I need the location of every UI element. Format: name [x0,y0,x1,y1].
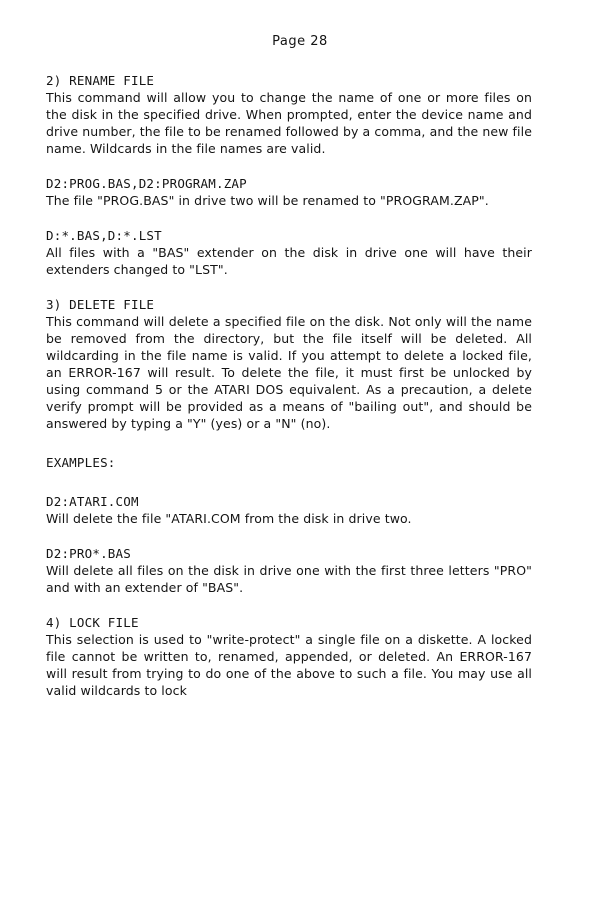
delete-example-1-description: Will delete the file "ATARI.COM from the disk in drive two. [46,511,412,526]
rename-example-1-code: D2:PROG.BAS,D2:PROGRAM.ZAP [46,176,247,191]
delete-example-2-code: D2:PRO*.BAS [46,546,131,561]
delete-example-2-description: Will delete all files on the disk in drive one with the first three letters "PRO" and with an extender of "BAS". [46,563,532,595]
page-number: Page 28 [272,34,328,49]
lock-file-heading: 4) LOCK FILE [46,615,139,630]
lock-file-section [46,614,532,699]
delete-file-section [46,296,532,596]
page-content [46,72,532,699]
rename-file-heading: 2) RENAME FILE [46,73,155,88]
delete-file-description: This command will delete a specified file on the disk. Not only will the name be removed from the directory, but the file itself will be deleted. All wildcarding in the file name is valid. If you attempt to delete a locked file, an ERROR-167 will result. To delete the file, it must first be unlocked by using command 5 or the ATARI DOS equivalent. As a precaution, a delete verify prompt will be provided as a means of "bailing out", and should be answered by typing a "Y" (yes) or a "N" (no). [46,314,532,431]
rename-example-2-code: D:*.BAS,D:*.LST [46,228,162,243]
delete-examples-label: EXAMPLES: [46,455,116,470]
rename-file-section [46,72,532,278]
delete-file-heading: 3) DELETE FILE [46,297,155,312]
delete-example-1-code: D2:ATARI.COM [46,494,139,509]
rename-example-1-description: The file "PROG.BAS" in drive two will be renamed to "PROGRAM.ZAP". [46,193,489,208]
rename-file-description: This command will allow you to change the name of one or more files on the disk in the specified drive. When prompted, enter the device name and drive number, the file to be renamed followed by a comma, and the new file name. Wildcards in the file names are valid. [46,90,532,156]
lock-file-description: This selection is used to "write-protect" a single file on a diskette. A locked file cannot be written to, renamed, appended, or deleted. An ERROR-167 will result from trying to do one of the above to such a file. You may use all valid wildcards to lock [46,632,532,698]
rename-example-2-description: All files with a "BAS" extender on the disk in drive one will have their extenders changed to "LST". [46,245,532,277]
